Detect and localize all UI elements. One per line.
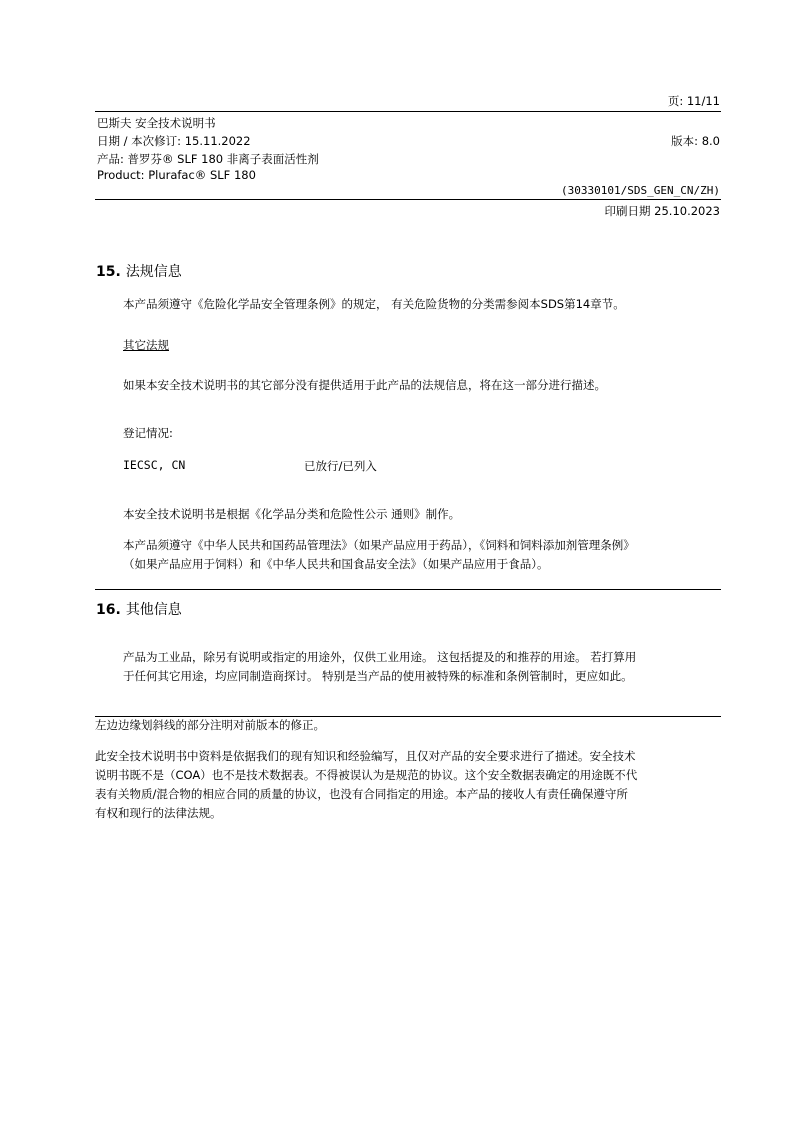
section-16-heading <box>96 599 182 619</box>
section-16-title: 其他信息 <box>125 602 182 618</box>
disclaimer-line-1: 此安全技术说明书中资料是依据我们的现有知识和经验编写，且仅对产品的安全要求进行了描述。安全技术 <box>95 749 636 763</box>
section-16-line-2: 于任何其它用途，均应同制造商探讨。 特别是当产品的使用被特殊的标准和条例管制时，更应如此。 <box>123 669 633 683</box>
document-title: 巴斯夫 安全技术说明书 <box>97 116 216 130</box>
section-16-line-1: 产品为工业品，除另有说明或指定的用途外，仅供工业用途。 这包括提及的和推荐的用途。 若打算用 <box>123 650 637 664</box>
disclaimer-line-3: 表有关物质/混合物的相应合同的质量的协议，也没有合同指定的用途。本产品的接收人有责任确保遵守所 <box>95 787 628 801</box>
product-name-en: Product: Plurafac® SLF 180 <box>97 168 256 182</box>
compliance-line-1: 本产品须遵守《中华人民共和国药品管理法》（如果产品应用于药品），《饲料和饲料添加剂管理条例》 <box>123 538 635 552</box>
header-rule-top <box>95 111 721 112</box>
registration-inventory: IECSC, CN <box>123 458 186 472</box>
section-15-number: 15. <box>96 264 121 280</box>
section-15-title: 法规信息 <box>125 264 182 280</box>
registration-label: 登记情况: <box>123 426 173 440</box>
product-name-cn: 产品: 普罗芬® SLF 180 非离子表面活性剂 <box>97 152 319 166</box>
other-regulations-heading: 其它法规 <box>123 338 169 352</box>
sds-basis-text: 本安全技术说明书是根据《化学品分类和危险性公示 通则》制作。 <box>123 507 461 521</box>
other-regulations-text: 如果本安全技术说明书的其它部分没有提供适用于此产品的法规信息，将在这一部分进行描述。 <box>123 378 606 392</box>
section-15-intro: 本产品须遵守《危险化学品安全管理条例》的规定， 有关危险货物的分类需参阅本SDS第14章节。 <box>123 297 625 311</box>
registration-status: 已放行/已列入 <box>304 459 377 473</box>
header-rule-bottom <box>95 199 721 200</box>
compliance-line-2: （如果产品应用于饲料）和《中华人民共和国食品安全法》（如果产品应用于食品）。 <box>123 557 549 571</box>
section-16-number: 16. <box>96 602 121 618</box>
disclaimer-line-4: 有权和现行的法律法规。 <box>95 806 222 820</box>
document-code: (30330101/SDS_GEN_CN/ZH) <box>561 184 720 197</box>
version: 版本: 8.0 <box>671 134 720 148</box>
section-divider <box>95 589 721 590</box>
disclaimer-line-2: 说明书既不是（COA）也不是技术数据表。不得被误认为是规范的协议。这个安全数据表确定的用途既不代 <box>95 768 638 782</box>
revision-date: 日期 / 本次修订: 15.11.2022 <box>97 134 251 148</box>
page-number: 页: 11/11 <box>667 94 720 108</box>
print-date: 印刷日期 25.10.2023 <box>604 204 720 218</box>
revision-note: 左边边缘划斜线的部分注明对前版本的修正。 <box>95 718 325 732</box>
section-15-heading <box>96 261 182 281</box>
